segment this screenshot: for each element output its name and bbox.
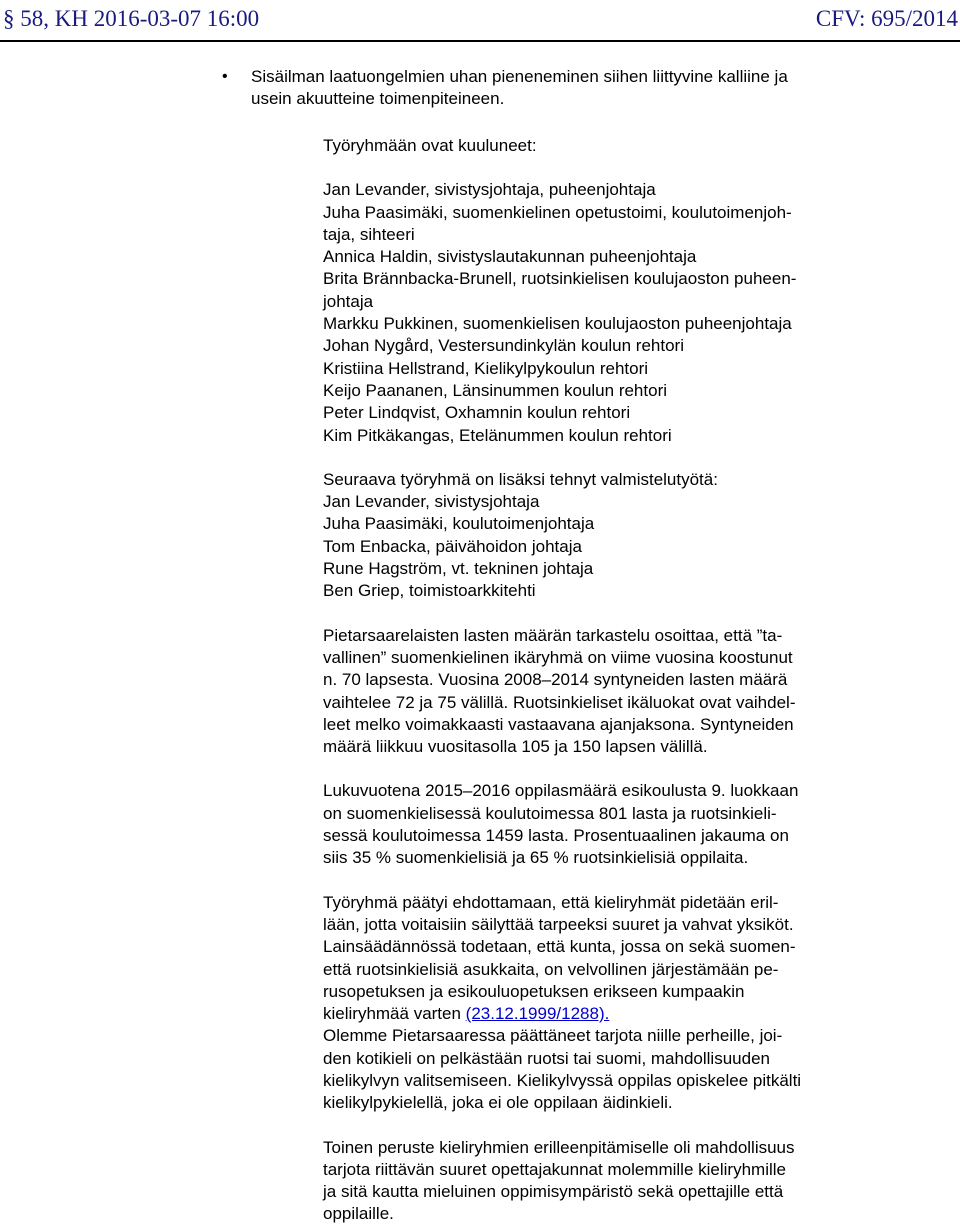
text-line: n. 70 lapsesta. Vuosina 2008–2014 syntyneiden lasten määrä — [323, 670, 788, 690]
paragraph-gap — [323, 758, 883, 780]
text-line: leet melko voimakkaasti vastaavana ajanjaksona. Syntyneiden — [323, 714, 794, 734]
text-line: vaihtelee 72 ja 75 välillä. Ruotsinkieliset ikäluokat ovat vaihdel- — [323, 692, 796, 712]
text-line-with-link — [323, 1003, 883, 1025]
member-line: Kim Pitkäkangas, Etelänummen koulun rehtori — [323, 425, 672, 445]
text-line: Olemme Pietarsaaressa päättäneet tarjota niille perheille, joi- — [323, 1026, 783, 1046]
text-line: rusopetuksen ja esikouluopetuksen erikseen kumpaakin — [323, 981, 745, 1001]
text-line: den kotikieli on pelkästään ruotsi tai suomi, mahdollisuuden — [323, 1048, 770, 1068]
text-line: lään, jotta voitaisiin säilyttää tarpeeksi suuret ja vahvat yksiköt. — [323, 914, 794, 934]
member-line: Markku Pukkinen, suomenkielisen koulujaoston puheenjohtaja — [323, 314, 792, 334]
member-line: taja, sihteeri — [323, 224, 415, 244]
text-line: oppilaille. — [323, 1204, 394, 1224]
member-line: Annica Haldin, sivistyslautakunnan puheenjohtaja — [323, 247, 697, 267]
text-line: Toinen peruste kieliryhmien erilleenpitämiselle oli mahdollisuus — [323, 1137, 795, 1157]
paragraph-gap — [323, 1115, 883, 1137]
teaching-staff-paragraph — [323, 1137, 883, 1226]
text-fragment: kieliryhmää varten — [323, 1004, 466, 1024]
paragraph-gap — [323, 157, 883, 179]
member-line: Tom Enbacka, päivähoidon johtaja — [323, 536, 582, 556]
text-line: Pietarsaarelaisten lasten määrän tarkastelu osoittaa, että ”ta- — [323, 625, 783, 645]
text-line: määrä liikkuu vuositasolla 105 ja 150 lapsen välillä. — [323, 737, 708, 757]
member-line: johtaja — [323, 291, 374, 311]
workgroup-section — [323, 135, 883, 447]
text-line: vallinen” suomenkielinen ikäryhmä on viime vuosina koostunut — [323, 647, 793, 667]
member-line: Juha Paasimäki, koulutoimenjohtaja — [323, 514, 595, 534]
bullet-dot-icon: • — [222, 68, 228, 85]
text-line: että ruotsinkielisiä asukkaita, on velvollinen järjestämään pe- — [323, 959, 779, 979]
member-line: Kristiina Hellstrand, Kielikylpykoulun rehtori — [323, 358, 649, 378]
paragraph-gap — [323, 870, 883, 892]
text-line: siis 35 % suomenkielisiä ja 65 % ruotsinkielisiä oppilaita. — [323, 848, 749, 868]
pupil-count-paragraph — [323, 780, 883, 869]
member-line: Ben Griep, toimistoarkkitehti — [323, 581, 536, 601]
header-case-number: CFV: 695/2014 — [815, 6, 958, 31]
text-line: on suomenkielisessä koulutoimessa 801 lasta ja ruotsinkieli- — [323, 803, 777, 823]
paragraph-gap — [323, 447, 883, 469]
member-line: Keijo Paananen, Länsinummen koulun rehtori — [323, 380, 668, 400]
document-body — [323, 135, 883, 1226]
workgroup-member-list — [323, 179, 883, 447]
workgroup-heading: Työryhmään ovat kuuluneet: — [323, 136, 537, 155]
member-line: Juha Paasimäki, suomenkielinen opetustoimi, koulutoimenjoh- — [323, 202, 792, 222]
member-line: Rune Hagström, vt. tekninen johtaja — [323, 559, 594, 579]
bullet-item — [222, 66, 882, 110]
member-line: Brita Brännbacka-Brunell, ruotsinkielisen koulujaoston puheen- — [323, 269, 797, 289]
law-reference-link[interactable]: (23.12.1999/1288). — [465, 1004, 610, 1024]
text-line: kielikylvyn valitsemiseen. Kielikylvyssä oppilas opiskelee pitkälti — [323, 1070, 802, 1090]
header-section-reference: § 58, KH 2016-03-07 16:00 — [3, 6, 260, 31]
text-line: Sisäilman laatuongelmien uhan pieneneminen siihen liittyvine kalliine ja — [251, 67, 788, 86]
prep-group-section — [323, 469, 883, 603]
text-line: Lainsäädännössä todetaan, että kunta, jossa on sekä suomen- — [323, 937, 796, 957]
text-line: ja sitä kautta mieluinen oppimisympäristö sekä opettajille että — [323, 1182, 784, 1202]
proposal-paragraph — [323, 892, 883, 1115]
document-header — [0, 0, 960, 42]
bullet-text — [251, 66, 882, 110]
text-line: kielikylpykielellä, joka ei ole oppilaan äidinkieli. — [323, 1093, 673, 1113]
paragraph-gap — [323, 603, 883, 625]
member-line: Johan Nygård, Vestersundinkylän koulun rehtori — [323, 336, 684, 356]
text-line: usein akuutteine toimenpiteineen. — [251, 89, 505, 108]
prep-group-heading: Seuraava työryhmä on lisäksi tehnyt valmistelutyötä: — [323, 469, 718, 489]
text-line: Lukuvuotena 2015–2016 oppilasmäärä esikoulusta 9. luokkaan — [323, 781, 799, 801]
text-line: Työryhmä päätyi ehdottamaan, että kieliryhmät pidetään eril- — [323, 892, 779, 912]
text-line: tarjota riittävän suuret opettajakunnat molemmille kieliryhmille — [323, 1159, 786, 1179]
member-line: Peter Lindqvist, Oxhamnin koulun rehtori — [323, 403, 631, 423]
member-line: Jan Levander, sivistysjohtaja — [323, 492, 540, 512]
child-count-paragraph — [323, 625, 883, 759]
member-line: Jan Levander, sivistysjohtaja, puheenjohtaja — [323, 180, 656, 200]
text-line: sessä koulutoimessa 1459 lasta. Prosentuaalinen jakauma on — [323, 826, 789, 846]
